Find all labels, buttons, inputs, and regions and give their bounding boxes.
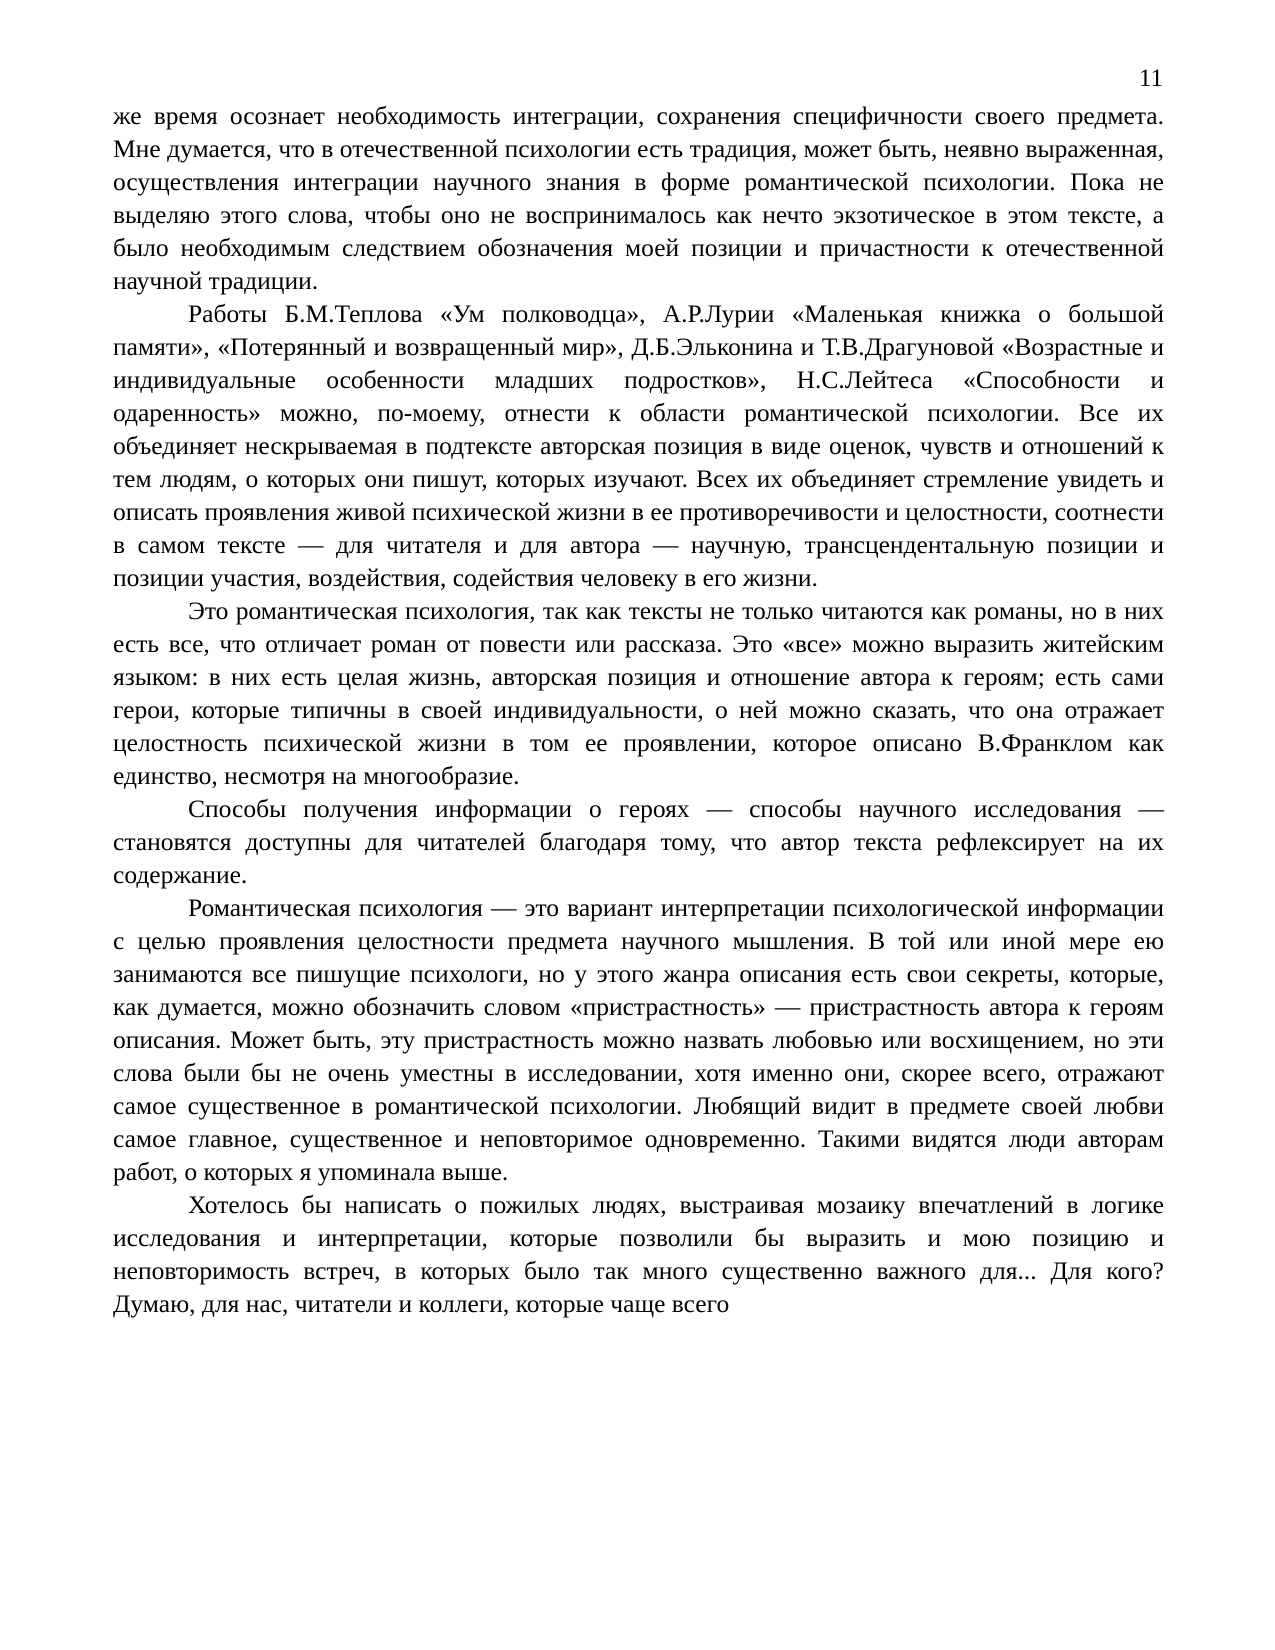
paragraph: Работы Б.М.Теплова «Ум полководца», А.Р.Лурии «Маленькая книжка о большой памяти», «Потерянный и возвращенный мир», Д.Б.Эльконина и Т.В.Драгуновой «Возрастные и индивидуальные особенности младших подростков», Н.С.Лейтеса «Способности и одаренность» можно, по-моему, отнести к области романтической психологии. Все их объединяет нескрываемая в подтексте авторская позиция в виде оценок, чувств и отношений к тем людям, о которых они пишут, которых изучают. Всех их объединяет стремление увидеть и описать проявления живой психической жизни в ее противоречивости и целостности, соотнести в самом тексте — для читателя и для автора — научную, трансцендентальную позиции и позиции участия, воздействия, содействия человеку в его жизни. xyxy=(113,299,1164,592)
paragraph: Романтическая психология — это вариант интерпретации психологической информации с целью проявления целостности предмета научного мышления. В той или иной мере ею занимаются все пишущие психологи, но у этого жанра описания есть свои секреты, которые, как думается, можно обозначить словом «пристрастность» — пристрастность автора к героям описания. Может быть, эту пристрастность можно назвать любовью или восхищением, но эти слова были бы не очень уместны в исследовании, хотя именно они, скорее всего, отражают самое существенное в романтической психологии. Любящий видит в предмете своей любви самое главное, существенное и неповторимое одновременно. Такими видятся люди авторам работ, о которых я упоминала выше. xyxy=(113,893,1164,1186)
paragraph: Способы получения информации о героях — способы научного исследования — становятся доступны для читателей благодаря тому, что автор текста рефлексирует на их содержание. xyxy=(113,794,1164,889)
paragraph: Хотелось бы написать о пожилых людях, выстраивая мозаику впечатлений в логике исследования и интерпретации, которые позволили бы выразить и мою позицию и неповторимость встреч, в которых было так много существенно важного для... Для кого? Думаю, для нас, читатели и коллеги, которые чаще всего xyxy=(113,1190,1164,1318)
text-block xyxy=(113,99,1164,1320)
paragraph: же время осознает необходимость интеграции, сохранения специфичности своего предмета. Мне думается, что в отечественной психологии есть традиция, может быть, неявно выраженная, осуществления интеграции научного знания в форме романтической психологии. Пока не выделяю этого слова, чтобы оно не воспринималось как нечто экзотическое в этом тексте, а было необходимым следствием обозначения моей позиции и причастности к отечественной научной традиции. xyxy=(113,101,1164,295)
page-number: 11 xyxy=(1138,65,1163,92)
paragraph: Это романтическая психология, так как тексты не только читаются как романы, но в них есть все, что отличает роман от повести или рассказа. Это «все» можно выразить житейским языком: в них есть целая жизнь, авторская позиция и отношение автора к героям; есть сами герои, которые типичны в своей индивидуальности, о ней можно сказать, что она отражает целостность психической жизни в том ее проявлении, которое описано В.Франклом как единство, несмотря на многообразие. xyxy=(113,596,1164,790)
